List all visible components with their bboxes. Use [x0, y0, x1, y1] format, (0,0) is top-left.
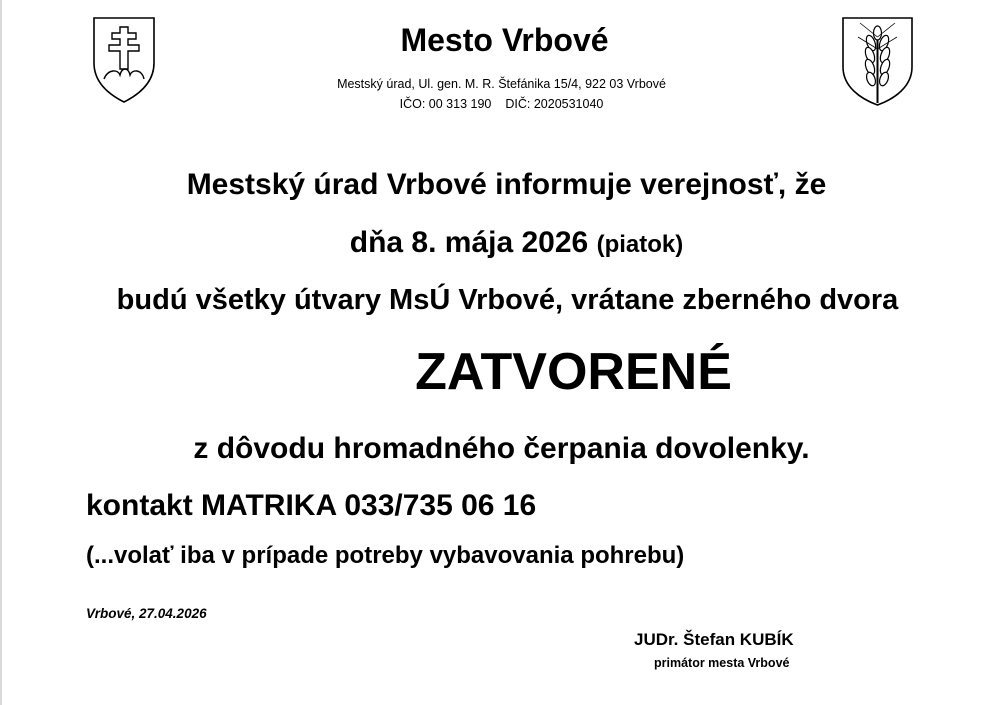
page-title: Mesto Vrbové: [400, 22, 609, 58]
contact-line: kontakt MATRIKA 033/735 06 16: [86, 489, 537, 522]
notice-line-2: [0, 226, 1003, 260]
notice-line-3: budú všetky útvary MsÚ Vrbové, vrátane zberného dvora: [116, 284, 899, 316]
ico: IČO: 00 313 190: [399, 97, 492, 111]
closed-heading: ZATVORENÉ: [415, 343, 732, 401]
signatory-name: JUDr. Štefan KUBÍK: [634, 630, 794, 649]
dic: DIČ: 2020531040: [505, 97, 604, 111]
closure-date: dňa 8. mája 2026: [349, 226, 589, 259]
office-address: Mestský úrad, Ul. gen. M. R. Štefánika 15/4, 922 03 Vrbové: [337, 77, 666, 91]
signatory-role: primátor mesta Vrbové: [654, 656, 790, 670]
contact-note: (...volať iba v prípade potreby vybavovania pohrebu): [86, 542, 685, 569]
closure-day: (piatok): [596, 231, 684, 258]
place-date: Vrbové, 27.04.2026: [86, 606, 207, 621]
closure-reason: z dôvodu hromadného čerpania dovolenky.: [193, 432, 810, 465]
registration-ids: [0, 97, 1003, 111]
notice-line-1: Mestský úrad Vrbové informuje verejnosť, že: [186, 168, 827, 201]
